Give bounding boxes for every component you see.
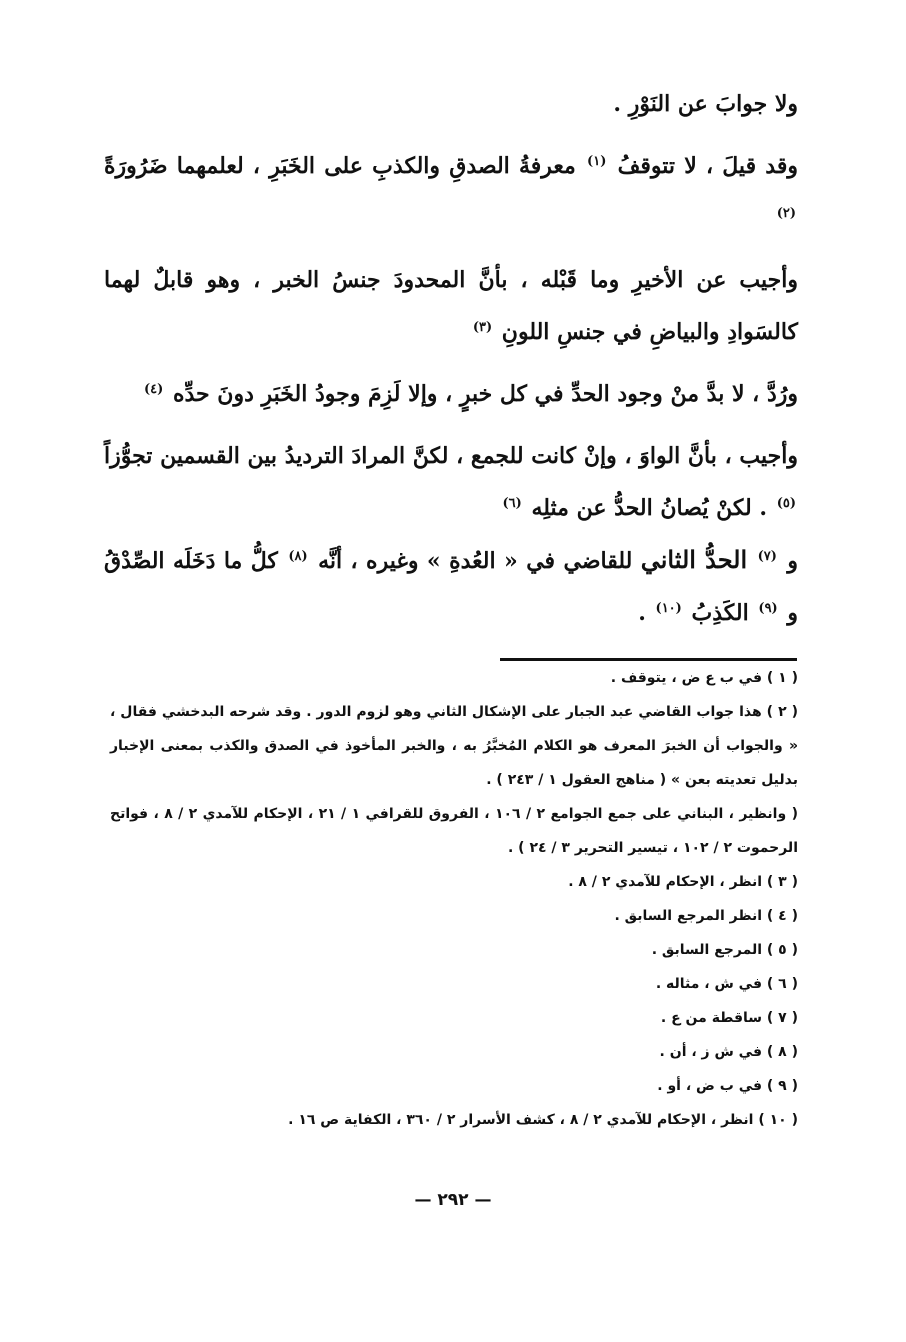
paragraph-5-text-a: وأجيب ، بأنَّ الواوَ ، وإنْ كانت للجمع ، لكنَّ المرادَ الترديدُ بين القسمين تجوُّزاً: [104, 443, 798, 469]
paragraph-6: [104, 534, 798, 639]
footnote-4: ( ٤ ) انظر المرجع السابق .: [614, 908, 798, 924]
footnote-10: ( ١٠ ) انظر ، الإحكام للآمدي ٢ / ٨ ، كشف الأسرار ٢ / ٣٦٠ ، الكفاية ص ١٦ .: [288, 1112, 798, 1128]
paragraph-2-text-a: وقد قيلَ ، لا تتوقفُ: [617, 153, 798, 179]
paragraph-6-text-d: كلُّ ما دَخَلَه الصِّدْقُ و: [104, 548, 798, 626]
paragraph-6-text-e: الكَذِبُ: [691, 600, 749, 626]
paragraph-6-period: .: [638, 600, 646, 626]
footnote-1: ( ١ ) في ب ع ض ، يتوقف .: [610, 670, 798, 686]
paragraph-2-text-b: معرفةُ الصدقِ والكذبِ على الخَبَرِ ، لعلمهما ضَرُورَةً: [104, 153, 576, 179]
paragraph-6-text-a: و: [787, 548, 798, 574]
footnotes: [110, 661, 798, 1137]
footnote-2: ( ٢ ) هذا جواب القاضي عبد الجبار على الإشكال الثاني وهو لزوم الدور . وقد شرحه البدخشي فقال ، « والجواب أن الخبرَ المعرف هو الكلام المُخبَّرُ به ، والخبر المأخوذ في الصدق والكذب بمعنى الإخبار بدليل تعديته بعن » ( مناهج العقول ١ / ٢٤٣ ) .: [110, 704, 799, 788]
footnote-ref-7: (٧): [757, 548, 777, 564]
footnote-ref-5: (٥): [776, 495, 796, 511]
footnote-ref-4: (٤): [143, 381, 164, 397]
paragraph-4-text: ورُدَّ ، لا بدَّ منْ وجود الحدِّ في كل خبرٍ ، وإلا لَزِمَ وجودُ الخَبَرِ دونَ حدِّه: [172, 381, 798, 407]
page-number: — ٢٩٢ —: [414, 1190, 492, 1210]
paragraph-3-text: وأجيب عن الأخيرِ وما قَبْله ، بأنَّ المحدودَ جنسُ الخبر ، وهو قابلٌ لهما كالسَوادِ والبياضِ في جنسِ اللونِ: [104, 267, 798, 345]
footnote-ref-2: (٢): [776, 205, 796, 221]
footnote-6: ( ٦ ) في ش ، مثاله .: [655, 976, 798, 992]
main-text: [104, 78, 798, 639]
footnote-3: ( ٣ ) انظر ، الإحكام للآمدي ٢ / ٨ .: [568, 874, 798, 890]
paragraph-3: [104, 254, 798, 358]
footnote-8: ( ٨ ) في ش ز ، أن .: [659, 1044, 798, 1060]
footnote-ref-8: (٨): [288, 548, 308, 564]
paragraph-5-text-b: . لكنْ يُصانُ الحدُّ عن مثلِه: [531, 495, 768, 521]
footnote-ref-3: (٣): [472, 319, 493, 335]
footnote-2-continued: ( وانظير ، البناني على جمع الجوامع ٢ / ١٠٦ ، الفروق للقرافي ١ / ٢١ ، الإحكام للآمدي ٢ / ٨ ، فواتح الرحموت ٢ / ١٠٢ ، تيسير التحرير ٣ / ٢٤ ) .: [110, 806, 798, 856]
footnote-5: ( ٥ ) المرجع السابق .: [651, 942, 798, 958]
footnote-9: ( ٩ ) في ب ض ، أو .: [657, 1078, 798, 1094]
paragraph-1-text: ولا جوابَ عن النَوْرِ .: [613, 91, 798, 117]
footnote-ref-6: (٦): [502, 495, 522, 511]
paragraph-6-heading: الحدُّ الثاني: [640, 545, 748, 574]
paragraph-1: [104, 78, 798, 130]
footnote-ref-10: (١٠): [655, 600, 682, 616]
footnote-ref-1: (١): [587, 153, 607, 169]
footnote-7: ( ٧ ) ساقطة من ع .: [660, 1010, 798, 1026]
footnote-ref-9: (٩): [758, 600, 778, 616]
paragraph-2: [104, 140, 798, 244]
paragraph-6-text-c: للقاضي في « العُدةِ » وغيره ، أنَّه: [318, 548, 633, 574]
paragraph-4: [104, 368, 798, 420]
paragraph-5: [104, 430, 798, 534]
